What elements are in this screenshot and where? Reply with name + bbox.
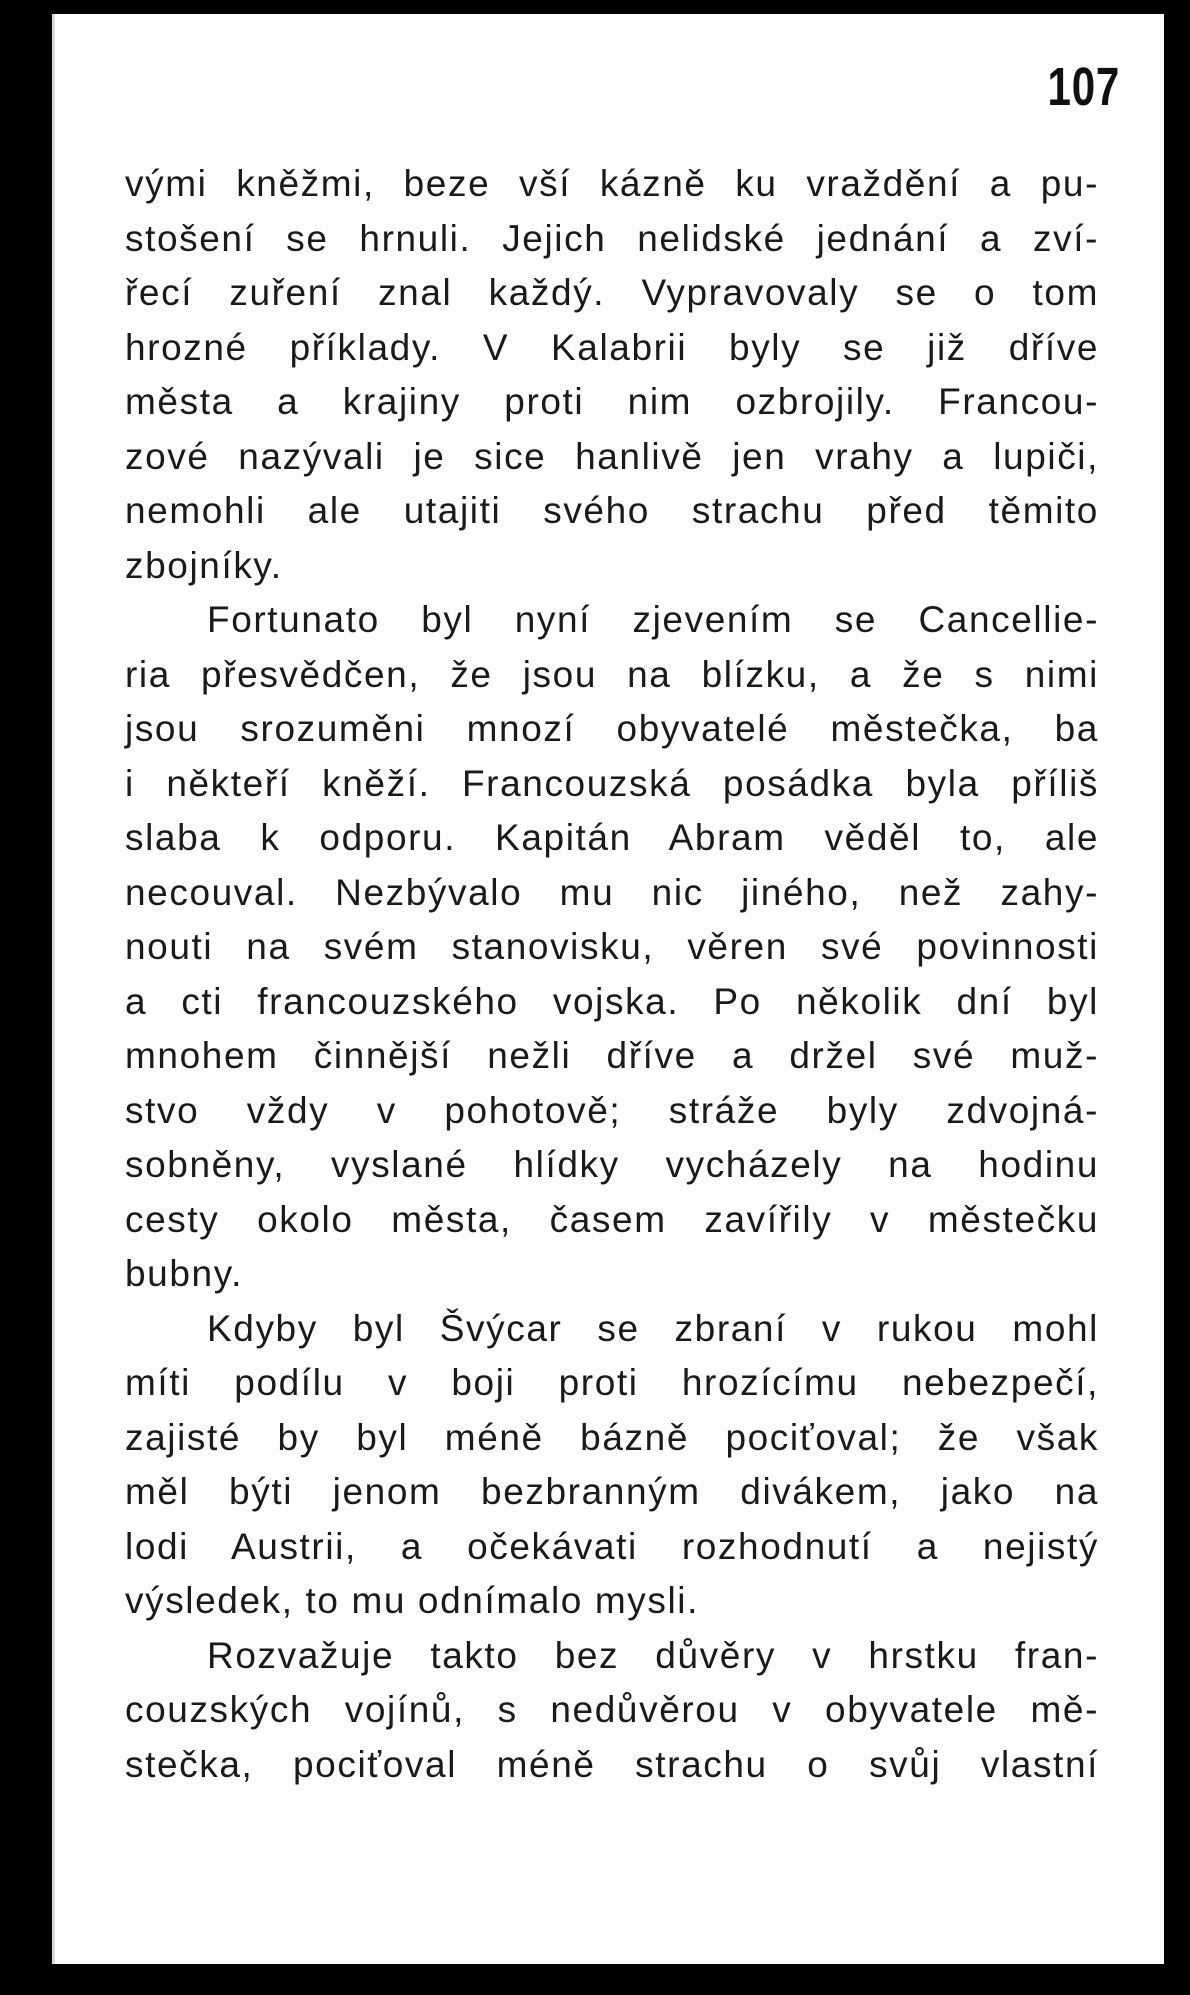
page-number: 107 <box>1047 57 1120 117</box>
text-line: Rozvažuje takto bez důvěry v hrstku fran- <box>207 1634 1099 1676</box>
text-line: zové nazývali je sice hanlivě jen vrahy a lupiči, <box>125 435 1099 477</box>
text-line: Fortunato byl nyní zjevením se Cancellie- <box>207 599 1099 640</box>
text-line: města a krajiny proti nim ozbrojily. Francou- <box>125 381 1099 422</box>
text-line: nemohli ale utajiti svého strachu před těmito <box>125 490 1099 531</box>
text-line: sobněny, vyslané hlídky vycházely na hodinu <box>125 1144 1099 1185</box>
text-line: řecí zuření znal každý. Vypravovaly se o tom <box>125 272 1099 313</box>
text-line: necouval. Nezbývalo mu nic jiného, než zahy- <box>125 871 1099 913</box>
text-line: bubny. <box>125 1253 243 1294</box>
text-line: mnohem činnější nežli dříve a držel své muž- <box>125 1035 1099 1076</box>
text-line: lodi Austrii, a očekávati rozhodnutí a nejistý <box>125 1525 1099 1567</box>
text-line: jsou srozuměni mnozí obyvatelé městečka, ba <box>125 708 1099 749</box>
text-line: couzských vojínů, s nedůvěrou v obyvatele mě- <box>125 1689 1099 1730</box>
page-edge <box>52 14 55 1964</box>
text-line: hrozné příklady. V Kalabrii byly se již dříve <box>125 326 1099 368</box>
text-line: nouti na svém stanovisku, věren své povinnosti <box>125 926 1099 967</box>
text-line: vými kněžmi, beze vší kázně ku vraždění a pu- <box>125 163 1099 204</box>
text-line: a cti francouzského vojska. Po několik dní byl <box>125 980 1099 1022</box>
text-line: stvo vždy v pohotově; stráže byly zdvojná- <box>125 1089 1099 1131</box>
text-line: stošení se hrnuli. Jejich nelidské jednání a zví- <box>125 217 1099 259</box>
book-page <box>52 14 1164 1964</box>
text-line: míti podílu v boji proti hrozícímu nebezpečí, <box>125 1362 1099 1403</box>
text-line: cesty okolo města, časem zavířily v městečku <box>125 1198 1099 1240</box>
text-line: i někteří kněží. Francouzská posádka byla příliš <box>125 762 1099 804</box>
body-text <box>125 157 1099 1792</box>
text-line: stečka, pociťoval méně strachu o svůj vlastní <box>125 1743 1099 1785</box>
text-line: Kdyby byl Švýcar se zbraní v rukou mohl <box>207 1307 1099 1349</box>
text-line: ria přesvědčen, že jsou na blízku, a že s nimi <box>125 653 1099 695</box>
text-line: měl býti jenom bezbranným divákem, jako na <box>125 1471 1099 1512</box>
text-line: zajisté by byl méně bázně pociťoval; že však <box>125 1416 1099 1458</box>
text-line: zbojníky. <box>125 544 283 586</box>
text-line: výsledek, to mu odnímalo mysli. <box>125 1580 699 1621</box>
text-line: slaba k odporu. Kapitán Abram věděl to, ale <box>125 817 1099 858</box>
